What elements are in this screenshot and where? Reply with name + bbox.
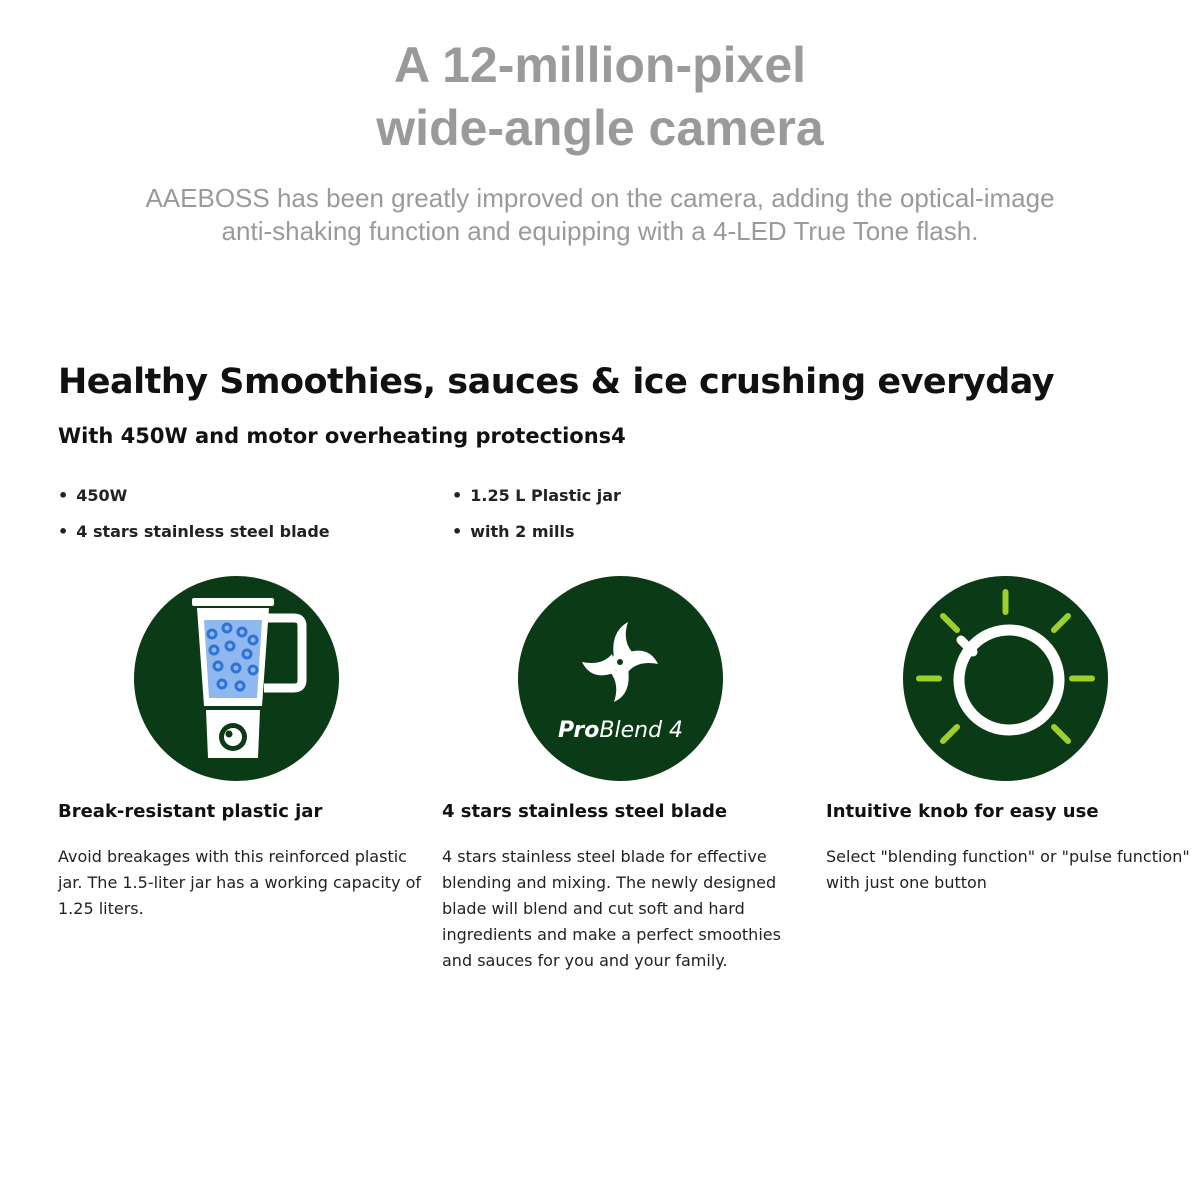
feature-description: 4 stars stainless steel blade for effective blending and mixing. The newly designed blade will blend and cut soft and hard ingredients and make a perfect smoothies and sauces for you and your family. bbox=[442, 847, 781, 970]
problend-badge-bold: Pro bbox=[557, 718, 600, 743]
product-subheadline: With 450W and motor overheating protections4 bbox=[58, 424, 626, 448]
feature-description: Select "blending function" or "pulse function" with just one button bbox=[826, 847, 1190, 892]
banner-subtitle bbox=[0, 182, 1200, 248]
product-headline: Healthy Smoothies, sauces & ice crushing everyday bbox=[58, 362, 1055, 402]
blender-jar-icon bbox=[134, 576, 339, 781]
blender-jar-graphic bbox=[134, 576, 339, 781]
feature-description: Avoid breakages with this reinforced plastic jar. The 1.5-liter jar has a working capacity of 1.25 liters. bbox=[58, 847, 422, 918]
spec-item: • 450W bbox=[58, 484, 330, 520]
banner-subtitle-line2: anti-shaking function and equipping with a 4-LED True Tone flash. bbox=[221, 216, 979, 246]
spec-item: • with 2 mills bbox=[452, 520, 621, 556]
spec-item: • 4 stars stainless steel blade bbox=[58, 520, 330, 556]
feature-title: Break-resistant plastic jar bbox=[58, 801, 323, 822]
problend-badge bbox=[518, 718, 723, 743]
banner-subtitle-line1: AAEBOSS has been greatly improved on the camera, adding the optical-image bbox=[145, 183, 1055, 213]
problend-badge-rest: Blend 4 bbox=[599, 718, 684, 743]
blade-icon bbox=[518, 576, 723, 781]
feature-title: 4 stars stainless steel blade bbox=[442, 801, 728, 822]
banner-title-line2: wide-angle camera bbox=[376, 100, 824, 156]
knob-icon bbox=[903, 576, 1108, 781]
spec-list-right bbox=[452, 484, 621, 556]
knob-graphic bbox=[903, 576, 1108, 781]
spec-list-left bbox=[58, 484, 330, 556]
spec-item: • 1.25 L Plastic jar bbox=[452, 484, 621, 520]
banner-title bbox=[0, 34, 1200, 160]
blade-graphic bbox=[518, 576, 723, 781]
banner-title-line1: A 12-million-pixel bbox=[393, 37, 807, 93]
feature-title: Intuitive knob for easy use bbox=[826, 801, 1099, 822]
